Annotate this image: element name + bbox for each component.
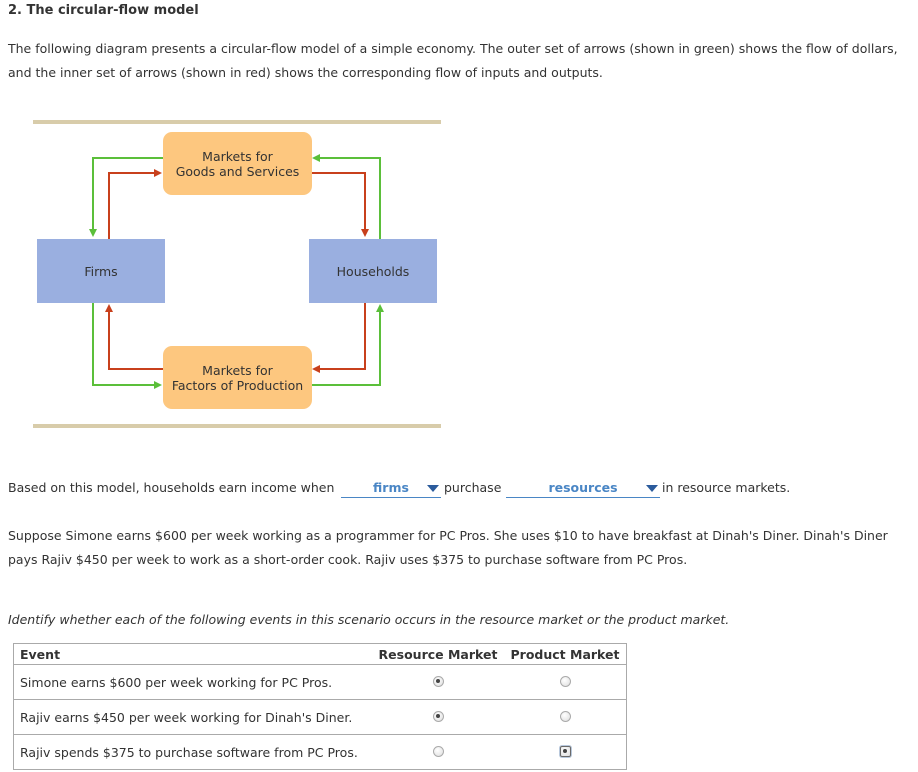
radio-resource-market[interactable] (433, 676, 444, 687)
factor-market-label-1: Markets for (202, 363, 273, 378)
red-arrow-households-to-factors (314, 303, 365, 369)
green-arrow-firms-to-factors (93, 303, 160, 385)
header-event: Event (14, 644, 373, 665)
radio-product-market[interactable] (560, 676, 571, 687)
table-row (14, 700, 627, 735)
question-prefix: Based on this model, households earn income when (8, 480, 335, 495)
radio-product-market[interactable] (560, 746, 571, 757)
header-product-market: Product Market (504, 644, 627, 665)
radio-resource-market[interactable] (433, 711, 444, 722)
green-arrow-goods-to-firms (93, 158, 163, 235)
dropdown-item-value: resources (548, 480, 618, 495)
radio-product-market[interactable] (560, 711, 571, 722)
table-header-row (14, 644, 627, 665)
goods-market-label-2: Goods and Services (175, 164, 300, 179)
firms-label: Firms (84, 264, 118, 279)
intro-line-2: and the inner set of arrows (shown in red) shows the corresponding flow of inputs and outputs. (8, 65, 603, 80)
chevron-down-icon (427, 485, 439, 492)
question-middle: purchase (444, 480, 502, 495)
instruction-text: Identify whether each of the following events in this scenario occurs in the resource market or the product market. (8, 612, 730, 627)
dropdown-item[interactable] (506, 480, 660, 498)
radio-resource-market[interactable] (433, 746, 444, 757)
chevron-down-icon (646, 485, 658, 492)
scenario-line-2: pays Rajiv $450 per week to work as a short-order cook. Rajiv uses $375 to purchase software from PC Pros. (8, 552, 688, 567)
scenario-line-1: Suppose Simone earns $600 per week working as a programmer for PC Pros. She uses $10 to have breakfast at Dinah's Diner. Dinah's Diner (8, 528, 888, 543)
section-title: 2. The circular-flow model (8, 3, 199, 18)
red-arrow-firms-to-goods (109, 173, 160, 239)
table-row (14, 735, 627, 770)
event-text: Rajiv earns $450 per week working for Dinah's Diner. (14, 700, 373, 735)
red-arrow-factors-to-firms (109, 306, 163, 369)
bottom-border-bar (33, 424, 441, 428)
dropdown-buyer-value: firms (373, 480, 409, 495)
red-arrow-goods-to-households (312, 173, 365, 235)
events-table (13, 643, 627, 770)
circular-flow-diagram (0, 115, 460, 435)
question-suffix: in resource markets. (662, 480, 791, 495)
top-border-bar (33, 120, 441, 124)
intro-line-1: The following diagram presents a circular-flow model of a simple economy. The outer set of arrows (shown in green) shows the flow of dollars, (8, 41, 898, 56)
households-label: Households (336, 264, 410, 279)
factor-market-label-2: Factors of Production (171, 378, 304, 393)
dropdown-buyer[interactable] (341, 480, 441, 498)
table-row (14, 665, 627, 700)
event-text: Simone earns $600 per week working for PC Pros. (14, 665, 373, 700)
goods-market-label-1: Markets for (202, 149, 273, 164)
green-arrow-households-to-goods (314, 158, 380, 239)
header-resource-market: Resource Market (372, 644, 504, 665)
event-text: Rajiv spends $375 to purchase software from PC Pros. (14, 735, 373, 770)
green-arrow-factors-to-households (312, 306, 380, 385)
